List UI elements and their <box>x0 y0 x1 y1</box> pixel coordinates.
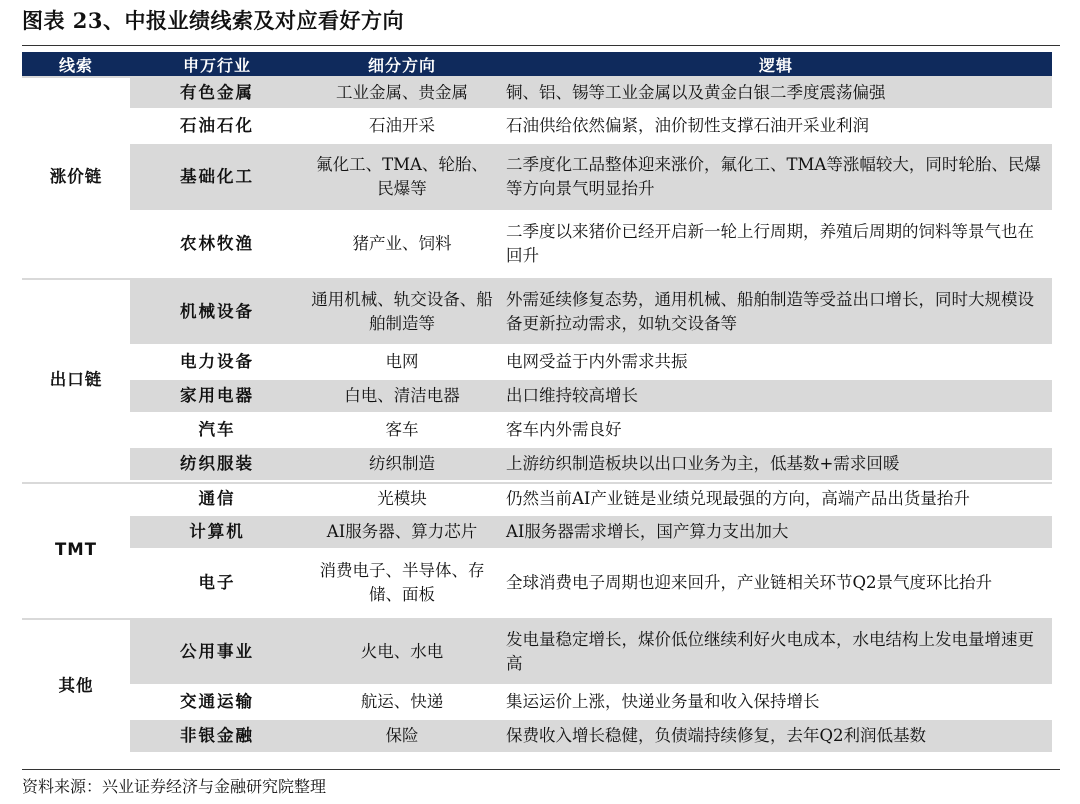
logic-cell: 仍然当前AI产业链是业绩兑现最强的方向，高端产品出货量抬升 <box>500 482 1052 516</box>
table-row <box>22 482 1052 516</box>
table-row <box>22 76 1052 110</box>
industry-cell: 基础化工 <box>130 144 304 212</box>
table-row <box>22 346 1052 380</box>
source-divider <box>22 769 1060 770</box>
source-note: 资料来源：兴业证券经济与金融研究院整理 <box>22 777 327 796</box>
table-row <box>22 686 1052 720</box>
table-row <box>22 516 1052 550</box>
sub-direction-cell: AI服务器、算力芯片 <box>304 516 500 550</box>
table-row <box>22 414 1052 448</box>
logic-cell: 二季度化工品整体迎来涨价，氟化工、TMA等涨幅较大，同时轮胎、民爆等方向景气明显抬升 <box>500 144 1052 212</box>
industry-cell: 计算机 <box>130 516 304 550</box>
header-clue: 线索 <box>22 52 130 76</box>
table-row <box>22 278 1052 346</box>
industry-cell: 农林牧渔 <box>130 212 304 278</box>
header-logic: 逻辑 <box>500 52 1052 76</box>
sub-direction-cell: 氟化工、TMA、轮胎、民爆等 <box>304 144 500 212</box>
logic-cell: 全球消费电子周期也迎来回升，产业链相关环节Q2景气度环比抬升 <box>500 550 1052 618</box>
sub-direction-cell: 猪产业、饲料 <box>304 212 500 278</box>
table-row <box>22 212 1052 278</box>
sub-direction-cell: 航运、快递 <box>304 686 500 720</box>
clue-table <box>22 52 1052 754</box>
industry-cell: 有色金属 <box>130 76 304 110</box>
industry-cell: 机械设备 <box>130 278 304 346</box>
sub-direction-cell: 石油开采 <box>304 110 500 144</box>
table-row <box>22 618 1052 686</box>
logic-cell: 集运运价上涨，快递业务量和收入保持增长 <box>500 686 1052 720</box>
logic-cell: 发电量稳定增长，煤价低位继续利好火电成本，水电结构上发电量增速更高 <box>500 618 1052 686</box>
industry-cell: 石油石化 <box>130 110 304 144</box>
logic-cell: 上游纺织制造板块以出口业务为主，低基数+需求回暖 <box>500 448 1052 482</box>
group-label: TMT <box>22 482 130 618</box>
industry-cell: 公用事业 <box>130 618 304 686</box>
table-row <box>22 550 1052 618</box>
sub-direction-cell: 纺织制造 <box>304 448 500 482</box>
industry-cell: 电力设备 <box>130 346 304 380</box>
logic-cell: 石油供给依然偏紧，油价韧性支撑石油开采业利润 <box>500 110 1052 144</box>
sub-direction-cell: 客车 <box>304 414 500 448</box>
logic-cell: 保费收入增长稳健，负债端持续修复，去年Q2利润低基数 <box>500 720 1052 754</box>
sub-direction-cell: 光模块 <box>304 482 500 516</box>
group-label: 出口链 <box>22 278 130 482</box>
table-row <box>22 110 1052 144</box>
table-row <box>22 448 1052 482</box>
industry-cell: 纺织服装 <box>130 448 304 482</box>
header-sub: 细分方向 <box>304 52 500 76</box>
sub-direction-cell: 通用机械、轨交设备、船舶制造等 <box>304 278 500 346</box>
sub-direction-cell: 保险 <box>304 720 500 754</box>
industry-cell: 通信 <box>130 482 304 516</box>
table-row <box>22 144 1052 212</box>
table-header-row <box>22 52 1052 76</box>
group-label: 涨价链 <box>22 76 130 278</box>
logic-cell: 外需延续修复态势，通用机械、船舶制造等受益出口增长，同时大规模设备更新拉动需求，如轨交设备等 <box>500 278 1052 346</box>
industry-cell: 家用电器 <box>130 380 304 414</box>
logic-cell: 二季度以来猪价已经开启新一轮上行周期，养殖后周期的饲料等景气也在回升 <box>500 212 1052 278</box>
logic-cell: 电网受益于内外需求共振 <box>500 346 1052 380</box>
sub-direction-cell: 火电、水电 <box>304 618 500 686</box>
sub-direction-cell: 工业金属、贵金属 <box>304 76 500 110</box>
sub-direction-cell: 白电、清洁电器 <box>304 380 500 414</box>
sub-direction-cell: 消费电子、半导体、存储、面板 <box>304 550 500 618</box>
logic-cell: 客车内外需良好 <box>500 414 1052 448</box>
industry-cell: 非银金融 <box>130 720 304 754</box>
logic-cell: 出口维持较高增长 <box>500 380 1052 414</box>
industry-cell: 交通运输 <box>130 686 304 720</box>
sub-direction-cell: 电网 <box>304 346 500 380</box>
header-industry: 申万行业 <box>130 52 304 76</box>
industry-cell: 汽车 <box>130 414 304 448</box>
table-row <box>22 720 1052 754</box>
industry-cell: 电子 <box>130 550 304 618</box>
figure-title: 图表 23、中报业绩线索及对应看好方向 <box>22 8 405 33</box>
group-label: 其他 <box>22 618 130 754</box>
logic-cell: 铜、铝、锡等工业金属以及黄金白银二季度震荡偏强 <box>500 76 1052 110</box>
table-row <box>22 380 1052 414</box>
logic-cell: AI服务器需求增长，国产算力支出加大 <box>500 516 1052 550</box>
title-divider <box>22 45 1060 46</box>
